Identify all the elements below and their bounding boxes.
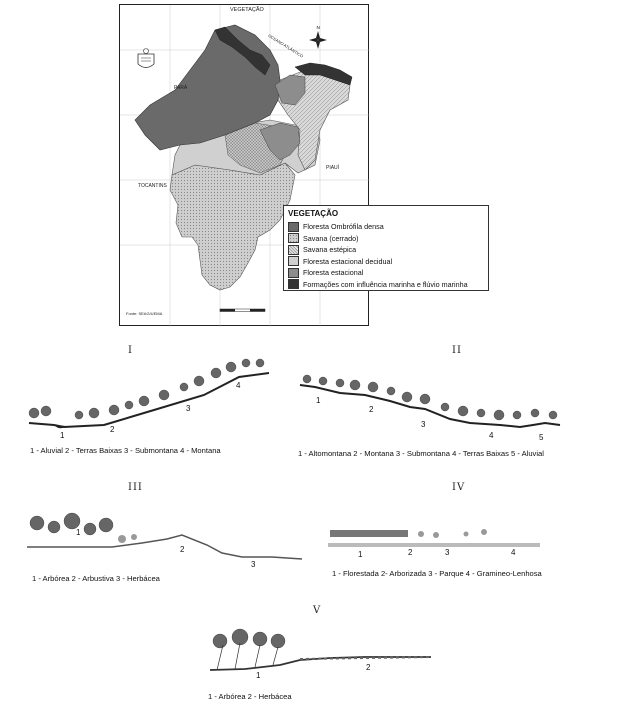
legend-swatch [288,233,299,243]
profile-i-numeral: I [128,345,133,356]
legend-item [288,267,484,279]
savana-region [170,163,295,290]
profile-iv-mark-3: 3 [445,548,450,557]
profile-iv-drawing [326,520,542,552]
profile-i-caption: 1 - Aluvial 2 - Terras Baixas 3 - Submontana 4 - Montana [30,446,221,455]
profile-ii-mark-4: 4 [489,431,494,440]
profile-i-mark-3: 3 [186,404,191,413]
legend-label: Savana estépica [303,245,357,255]
legend-item [288,244,484,256]
profile-i-mark-4: 4 [236,381,241,390]
legend-item [288,221,484,233]
map-source: Fonte: SEAG/UEMA [126,311,163,316]
legend-swatch [288,245,299,255]
scale-bar [220,309,265,312]
legend-label: Floresta estacional decidual [303,256,393,266]
profile-iv-mark-1: 1 [358,550,363,559]
map-title: VEGETAÇÃO [230,7,264,13]
profile-iv-mark-2: 2 [408,548,413,557]
legend-label: Formações com influência marinha e flúvio marinha [303,279,468,289]
profile-iv-mark-4: 4 [511,548,516,557]
profile-v-drawing [205,625,437,680]
legend-swatch [288,256,299,266]
compass-rose-icon [309,25,327,49]
label-tocantins: TOCANTINS [138,183,167,189]
legend-title: VEGETAÇÃO [288,209,339,218]
profile-v-caption: 1 - Arbórea 2 - Herbácea [208,692,292,701]
state-emblem-icon [138,49,154,68]
map-legend [283,205,489,291]
profile-iv-caption: 1 - Florestada 2- Arborizada 3 - Parque 4 - Gramineo-Lenhosa [332,569,542,578]
profile-ii-drawing [295,365,570,440]
legend-label: Floresta Ombrófila densa [303,222,384,232]
profile-v-mark-2: 2 [366,663,371,672]
legend-swatch [288,279,299,289]
legend-swatch [288,222,299,232]
profile-ii-mark-2: 2 [369,405,374,414]
profile-ii-mark-5: 5 [539,433,544,442]
profile-iii-mark-1: 1 [76,528,81,537]
svg-text:N: N [316,25,320,30]
profile-iv-numeral: IV [452,482,466,493]
profile-iii-caption: 1 - Arbórea 2 - Arbustiva 3 - Herbácea [32,574,160,583]
profile-iii-mark-3: 3 [251,560,256,569]
legend-item [288,256,484,268]
label-ocean: OCEANO ATLÂNTICO [267,33,305,59]
profile-iii-drawing [22,505,307,567]
profile-ii-mark-3: 3 [421,420,426,429]
profile-v-mark-1: 1 [256,671,261,680]
legend-label: Savana (cerrado) [303,233,359,243]
profile-i-mark-1: 1 [60,431,65,440]
legend-label: Floresta estacional [303,268,364,278]
label-para: PARÁ [174,85,188,91]
profile-i-mark-2: 2 [110,425,115,434]
profile-iii-numeral: III [128,482,143,493]
legend-item [288,279,484,291]
legend-item [288,233,484,245]
profile-ii-numeral: II [452,345,462,356]
profile-ii-caption: 1 - Altomontana 2 - Montana 3 - Submontana 4 - Terras Baixas 5 - Aluvial [298,449,544,458]
profile-ii-mark-1: 1 [316,396,321,405]
profile-i-drawing [24,355,274,440]
profile-v-numeral: V [313,605,322,616]
legend-swatch [288,268,299,278]
label-piaui: PIAUÍ [326,165,340,171]
profile-iii-mark-2: 2 [180,545,185,554]
